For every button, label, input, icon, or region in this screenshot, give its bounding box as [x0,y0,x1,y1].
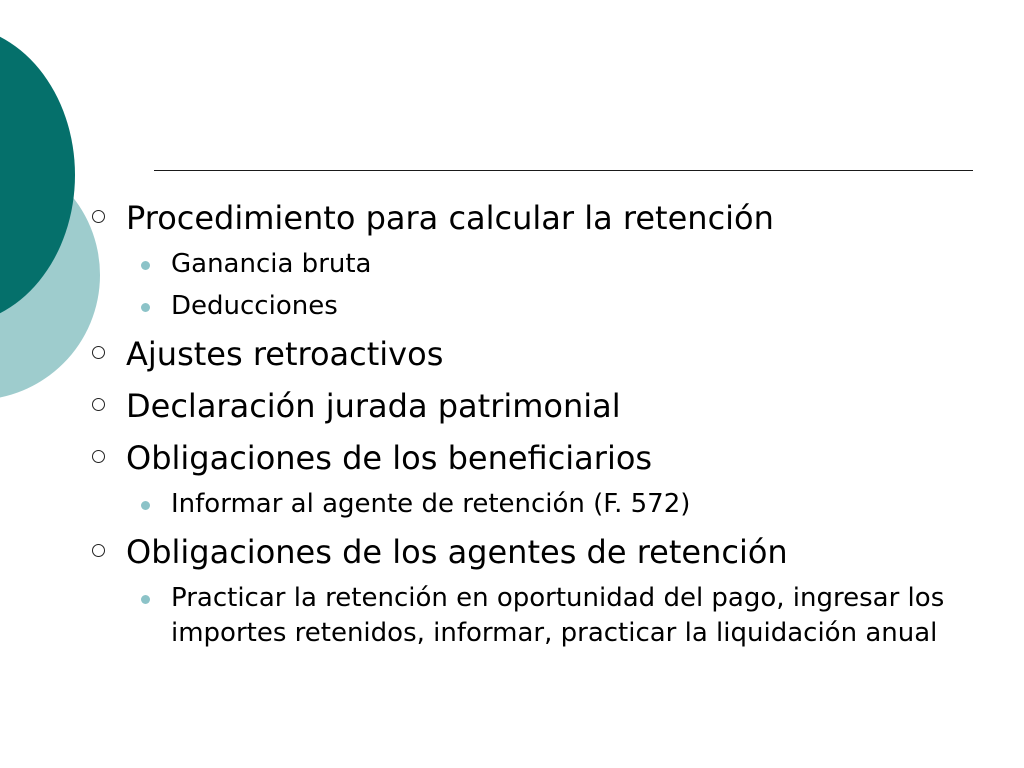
sub-bullet-item [88,487,968,522]
sub-bullet-text: Informar al agente de retención (F. 572) [171,489,691,519]
sub-bullet-text: Practicar la retención en oportunidad del pago, ingresar los importes retenidos, informar, practicar la liquidación anual [171,583,945,648]
bullet-text: Obligaciones de los agentes de retención [126,533,788,571]
sub-bullet-text: Deducciones [171,291,338,321]
bullet-list [88,196,968,651]
bullet-item [88,530,968,574]
dot-bullet-icon [141,261,150,270]
bullet-text: Procedimiento para calcular la retención [126,199,774,237]
hollow-circle-bullet-icon [92,544,105,557]
sub-bullet-item [88,247,968,282]
sub-bullet-item [88,289,968,324]
dot-bullet-icon [141,501,150,510]
bullet-item [88,196,968,240]
bullet-text: Ajustes retroactivos [126,335,444,373]
hollow-circle-bullet-icon [92,210,105,223]
bullet-text: Declaración jurada patrimonial [126,387,621,425]
dot-bullet-icon [141,595,150,604]
bullet-item [88,436,968,480]
bullet-item [88,384,968,428]
sub-bullet-text: Ganancia bruta [171,249,372,279]
bullet-text: Obligaciones de los beneficiarios [126,439,653,477]
hollow-circle-bullet-icon [92,398,105,411]
hollow-circle-bullet-icon [92,450,105,463]
title-divider-line [154,170,973,171]
bullet-item [88,332,968,376]
sub-bullet-item [88,581,968,651]
hollow-circle-bullet-icon [92,346,105,359]
dot-bullet-icon [141,303,150,312]
